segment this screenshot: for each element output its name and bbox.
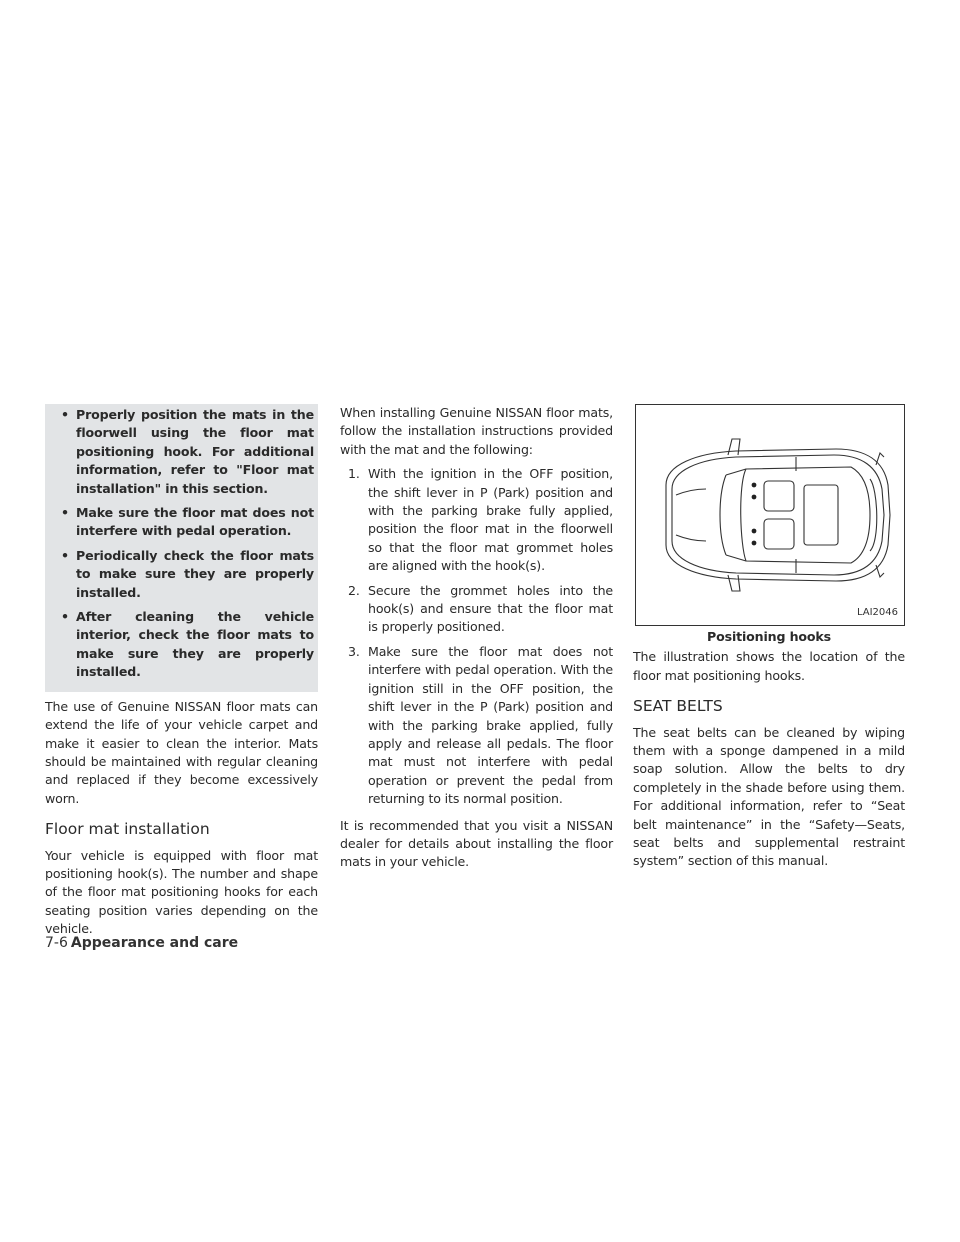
page-footer bbox=[45, 935, 238, 951]
page-number: 7-6 bbox=[45, 935, 68, 951]
step-text: With the ignition in the OFF position, the shift lever in P (Park) position and with the parking brake fully applied, position the floor mat in the floorwell so that the floor mat grommet holes are aligned with the hook(s). bbox=[368, 466, 613, 574]
list-item bbox=[340, 582, 613, 637]
figure-description: The illustration shows the location of the floor mat positioning hooks. bbox=[633, 649, 905, 683]
section-title: Appearance and care bbox=[70, 935, 239, 951]
list-item bbox=[340, 643, 613, 809]
section-heading-floor-mat: Floor mat installation bbox=[45, 820, 210, 839]
step-text: Secure the grommet holes into the hook(s) and ensure that the floor mat is properly positioned. bbox=[368, 582, 613, 635]
car-illustration bbox=[635, 404, 905, 626]
install-intro: When installing Genuine NISSAN floor mats, follow the installation instructions provided with the mat and the following: bbox=[340, 405, 613, 457]
column-left bbox=[45, 404, 318, 939]
figure-code: LAI2046 bbox=[856, 606, 898, 618]
warning-item: • Periodically check the floor mats to make sure they are properly installed. bbox=[61, 547, 314, 602]
warning-item: • Properly position the mats in the floorwell using the floor mat positioning hook. For additional information, refer to "Floor mat installation" in this section. bbox=[61, 406, 314, 498]
seat-belts-paragraph: The seat belts can be cleaned by wiping them with a sponge dampened in a mild soap solution. Allow the belts to dry completely in the shade before using them. For additional information, refer to “Seat belt maintenance” in the “Safety—Seats, seat belts and supplemental restraint system” section of this manual. bbox=[633, 724, 905, 869]
car-top-view-icon bbox=[636, 405, 904, 625]
dealer-paragraph: It is recommended that you visit a NISSAN dealer for details about installing the floor mats in your vehicle. bbox=[340, 817, 613, 870]
install-steps bbox=[340, 465, 613, 808]
warning-item: • After cleaning the vehicle interior, check the floor mats to make sure they are properly installed. bbox=[61, 608, 314, 682]
step-number: 2. bbox=[348, 582, 360, 598]
floor-mat-paragraph: Your vehicle is equipped with floor mat positioning hook(s). The number and shape of the floor mat positioning hooks for each seating position varies depending on the vehicle. bbox=[45, 847, 318, 937]
list-item bbox=[340, 465, 613, 575]
warning-item: • Make sure the floor mat does not interfere with pedal operation. bbox=[61, 504, 314, 541]
column-middle bbox=[340, 404, 613, 872]
figure-caption: Positioning hooks bbox=[707, 629, 831, 644]
step-text: Make sure the floor mat does not interfere with pedal operation. With the ignition still in the OFF position, the shift lever in the P (Park) position and with the parking brake applied, fully apply and release all pedals. The floor mat must not interfere with pedal operation or prevent the pedal from returning to its normal position. bbox=[368, 643, 613, 807]
step-number: 1. bbox=[348, 466, 360, 482]
step-number: 3. bbox=[348, 643, 360, 659]
section-heading-seat-belts: SEAT BELTS bbox=[633, 697, 723, 716]
intro-paragraph: The use of Genuine NISSAN floor mats can extend the life of your vehicle carpet and make it easier to clean the interior. Mats should be maintained with regular cleaning and replaced if they become excessively worn. bbox=[45, 698, 318, 806]
column-right bbox=[633, 404, 905, 871]
warning-box bbox=[45, 404, 318, 692]
